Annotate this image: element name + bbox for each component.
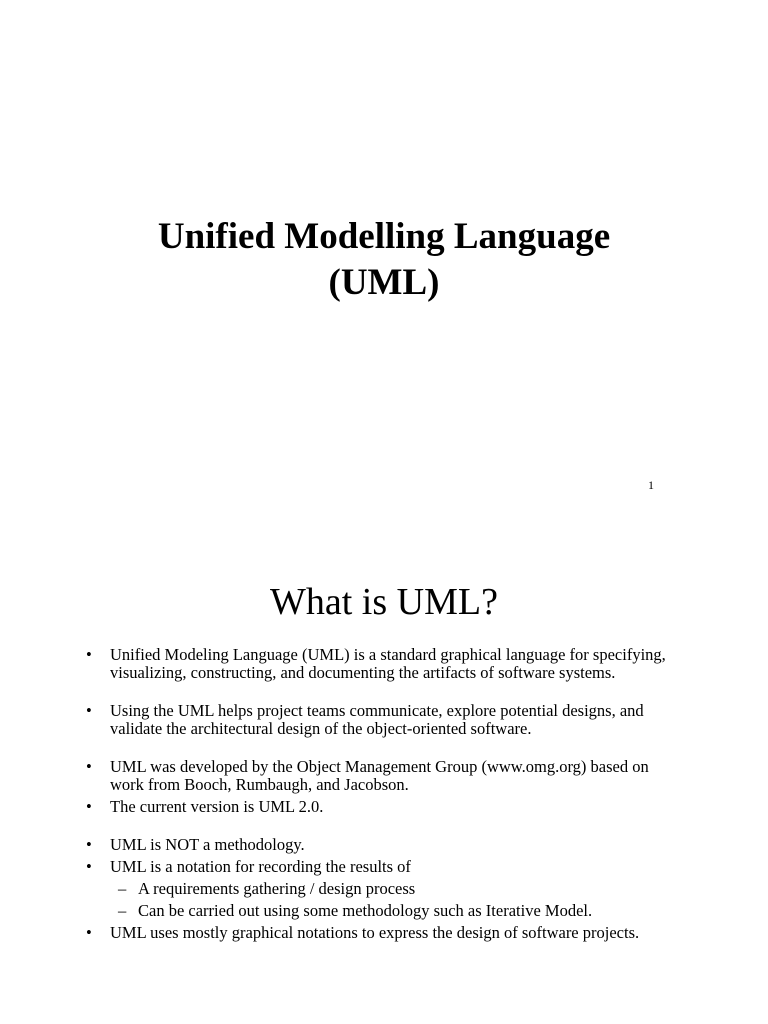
sub-list-item	[86, 902, 686, 920]
list-item	[86, 924, 686, 942]
bullet-text: Unified Modeling Language (UML) is a standard graphical language for specifying, visualizing, constructing, and documenting the artifacts of software systems.	[110, 645, 666, 682]
list-item	[86, 836, 686, 854]
bullet-icon: •	[86, 797, 92, 816]
bullet-text: Using the UML helps project teams communicate, explore potential designs, and validate the architectural design of the object-oriented software.	[110, 701, 644, 738]
page-number: 1	[648, 478, 654, 492]
bullet-icon: •	[86, 701, 92, 720]
bullet-icon: •	[86, 923, 92, 942]
list-item	[86, 798, 686, 816]
list-item	[86, 646, 686, 682]
sub-item-text: A requirements gathering / design process	[138, 879, 416, 898]
title-line-1: Unified Modelling Language	[157, 216, 611, 257]
sub-list-item	[86, 880, 686, 898]
bullet-text: The current version is UML 2.0.	[110, 797, 324, 816]
list-item	[86, 758, 686, 794]
bullet-text: UML was developed by the Object Management Group (www.omg.org) based on work from Booch, Rumbaugh, and Jacobson.	[110, 757, 649, 794]
bullet-text: UML uses mostly graphical notations to express the design of software projects.	[110, 923, 640, 942]
bullet-icon: •	[86, 757, 92, 776]
bullet-text: UML is NOT a methodology.	[110, 835, 305, 854]
list-item	[86, 858, 686, 876]
dash-icon: –	[118, 879, 127, 898]
list-item	[86, 702, 686, 738]
bullet-text: UML is a notation for recording the results of	[110, 857, 411, 876]
slide-heading: What is UML?	[270, 581, 498, 623]
bullet-icon: •	[86, 835, 92, 854]
bullet-list	[86, 646, 686, 942]
bullet-icon: •	[86, 645, 92, 664]
bullet-icon: •	[86, 857, 92, 876]
slide-what-is-uml	[0, 512, 768, 1024]
sub-item-text: Can be carried out using some methodology such as Iterative Model.	[138, 901, 593, 920]
document-title	[0, 214, 768, 306]
dash-icon: –	[118, 901, 127, 920]
title-line-2: (UML)	[328, 262, 440, 303]
